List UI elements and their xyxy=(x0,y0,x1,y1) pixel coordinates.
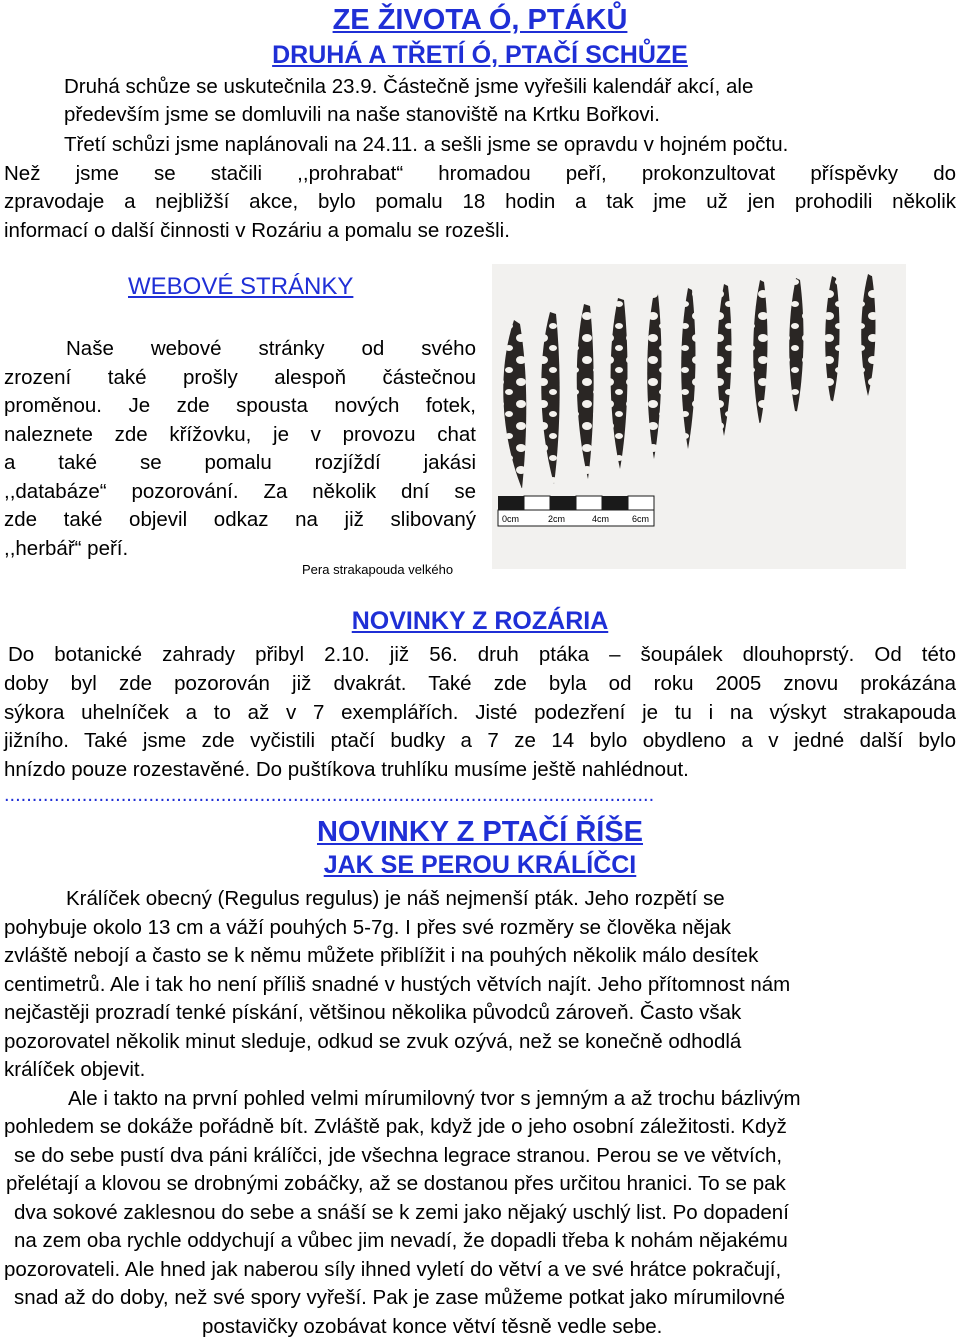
paragraph-line: ,,databáze“ pozorování. Za několik dní se xyxy=(4,480,476,503)
scale-label: 4cm xyxy=(592,514,610,524)
paragraph-line: na zem oba rychle oddychují a vůbec jim nevadí, že dopadli třeba k nohám nějakému xyxy=(14,1229,788,1252)
paragraph-line: zde také objevil odkaz na již slibovaný xyxy=(4,508,476,531)
paragraph-line: dva sokové zaklesnou do sebe a snáší se k zemi jako nějaký uschlý list. Po dopadení xyxy=(14,1201,789,1224)
paragraph-line: především jsme se domluvili na naše stanoviště na Krtku Bořkovi. xyxy=(64,103,660,126)
paragraph-line: pozorovateli. Ale hned jak naberou síly ihned vyletí do větví a ve své hrátce pokračují, xyxy=(4,1258,782,1281)
paragraph-line: centimetrů. Ale i tak ho není příliš snadné v hustých větvích najít. Jeho přítomnost nám xyxy=(4,973,791,996)
paragraph-line: sýkora uhelníček a to až v 7 exemplářích. Jisté podezření je tu i na výskyt strakapouda xyxy=(4,701,956,724)
section-title-bird-kingdom: NOVINKY Z PTAČÍ ŘÍŠE xyxy=(316,816,644,848)
paragraph-line: Třetí schůzi jsme naplánovali na 24.11. a sešli jsme se opravdu v hojném počtu. xyxy=(64,133,789,156)
scale-label: 6cm xyxy=(632,514,650,524)
paragraph-line: doby byl zde pozorován již dvakrát. Také zde byla od roku 2005 znovu prokázána xyxy=(4,672,956,695)
paragraph-line: pohybuje okolo 13 cm a váží pouhých 5-7g. I přes své rozměry se člověka nějak xyxy=(4,916,731,939)
paragraph-line: pohledem se dokáže pořádně bít. Zvláště pak, když jde o jeho osobní záležitosti. Když xyxy=(4,1115,787,1138)
feather-8 xyxy=(753,280,767,426)
scale-label: 2cm xyxy=(548,514,566,524)
paragraph-line: ,,herbář“ peří. xyxy=(4,537,129,560)
feather-11 xyxy=(861,274,875,396)
paragraph-line: Než jsme se stačili ,,prohrabat“ hromadou peří, prokonzultovat příspěvky do xyxy=(4,162,956,185)
paragraph-line: a také se pomalu rozjíždí jakási xyxy=(4,451,476,474)
feather-4 xyxy=(611,298,628,469)
section-title-web: WEBOVÉ STRÁNKY xyxy=(128,273,354,300)
scale-bar xyxy=(498,496,654,526)
paragraph-line: zvláště nebojí a často se k němu můžete přiblížit i na pouhých několik málo desítek xyxy=(4,944,759,967)
paragraph-line: Druhá schůze se uskutečnila 23.9. Částečně jsme vyřešili kalendář akcí, ale xyxy=(64,75,754,98)
feather-7 xyxy=(717,284,731,436)
feather-5 xyxy=(647,292,661,459)
paragraph-line: pozorovatel několik minut sleduje, odkud se zvuk ozývá, než se konečně odhodlá xyxy=(4,1030,742,1053)
paragraph-line: Ale i takto na první pohled velmi mírumilovný tvor s jemným a až trochu bázlivým xyxy=(68,1087,801,1110)
scale-label: 0cm xyxy=(502,514,520,524)
paragraph-line: zpravodaje a nejbližší akce, bylo pomalu 18 hodin a tak jme už jen prohodili několik xyxy=(4,190,956,213)
section-subtitle-meetings: DRUHÁ A TŘETÍ Ó, PTAČÍ SCHŮZE xyxy=(272,41,688,69)
section-title-rozarium: NOVINKY Z ROZÁRIA xyxy=(351,607,609,635)
feathers-photo xyxy=(492,264,906,569)
paragraph-line: hnízdo pouze rozestavěné. Do puštíkova truhlíku musíme ještě nahlédnout. xyxy=(4,758,689,781)
paragraph-line: přelétají a klovou se drobnými zobáčky, až se dostanou přes určitou hranici. To se pak xyxy=(6,1172,786,1195)
paragraph-line: naleznete zde křížovku, je v provozu chat xyxy=(4,423,476,446)
feathers-image xyxy=(492,264,906,569)
paragraph-line: Králíček obecný (Regulus regulus) je náš nejmenší pták. Jeho rozpětí se xyxy=(66,887,725,910)
feather-1 xyxy=(503,320,526,489)
paragraph-line: snad až do doby, než své spory vyřeší. Pak je zase můžeme potkat jako mírumilovné xyxy=(14,1286,786,1309)
paragraph-line: postavičky ozobávat konce větví těsně vedle sebe. xyxy=(202,1315,663,1338)
paragraph-line: Naše webové stránky od svého xyxy=(66,337,476,360)
paragraph-line: informací o další činnosti v Rozáriu a pomalu se rozešli. xyxy=(4,219,510,242)
section-subtitle-goldcrest: JAK SE PEROU KRÁLÍČCI xyxy=(323,851,637,879)
paragraph-line: jižního. Také jsme zde vyčistili ptačí budky a 7 ze 14 bylo obydleno a v jedné další bylo xyxy=(4,729,956,752)
feather-3 xyxy=(577,304,594,479)
paragraph-line: králíček objevit. xyxy=(4,1058,146,1081)
feather-10 xyxy=(825,276,839,406)
paragraph-line: Do botanické zahrady přibyl 2.10. již 56. druh ptáka – šoupálek dlouhoprstý. Od této xyxy=(8,643,956,666)
feather-2 xyxy=(541,312,559,484)
page-title: ZE ŽIVOTA Ó, PTÁKŮ xyxy=(332,4,628,36)
photo-caption: Pera strakapouda velkého xyxy=(302,562,454,577)
paragraph-line: nejčastěji prozradí tenké pískání, většinou několika původců zároveň. Často však xyxy=(4,1001,742,1024)
separator-dots: ..................................................................................................................... xyxy=(4,784,655,806)
paragraph-line: se do sebe pustí dva páni králíčci, jde všechna legrace stranou. Perou se ve větvích, xyxy=(14,1144,783,1167)
feather-9 xyxy=(789,278,803,416)
feather-6 xyxy=(681,288,695,449)
paragraph-line: zrození také prošly alespoň částečnou xyxy=(4,366,476,389)
paragraph-line: proměnou. Je zde spousta nových fotek, xyxy=(4,394,476,417)
